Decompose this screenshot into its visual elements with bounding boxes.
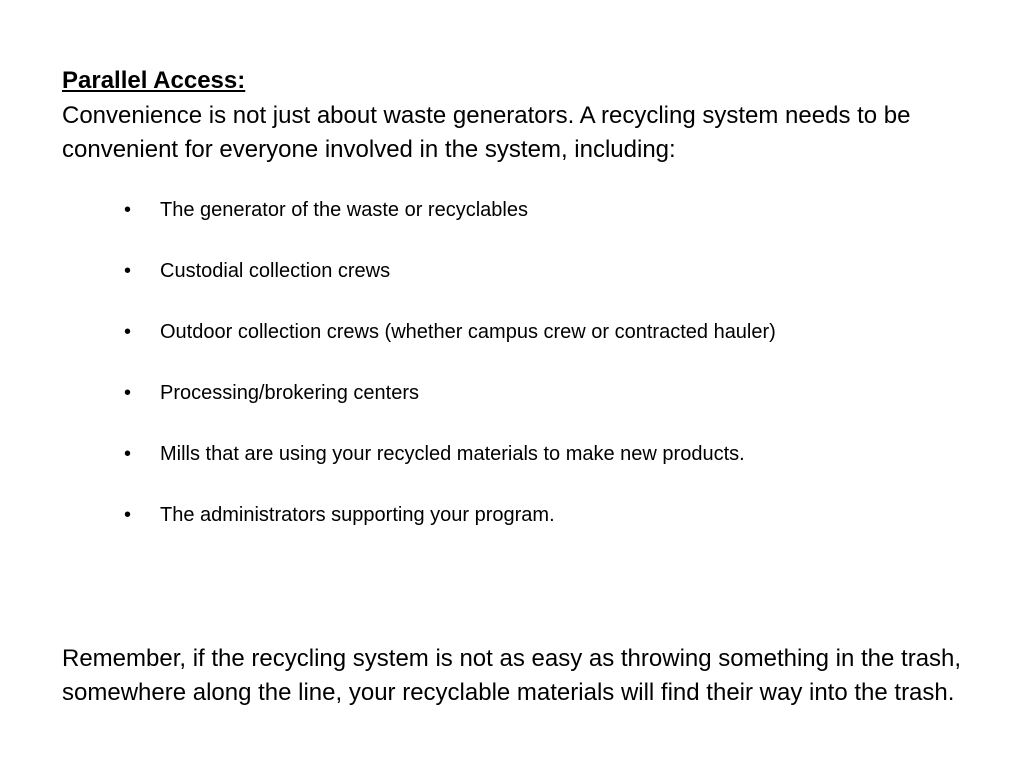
- bullet-list: [0, 198, 1024, 564]
- list-item: [0, 503, 870, 527]
- list-item-text: The administrators supporting your program.: [160, 504, 555, 526]
- bullet-icon: •: [124, 260, 132, 282]
- list-item: [0, 259, 870, 283]
- closing-paragraph: Remember, if the recycling system is not as easy as throwing something in the trash, somewhere along the line, your recyclable materials will find their way into the trash.: [62, 645, 962, 706]
- bullet-icon: •: [124, 443, 132, 465]
- list-item-text: Custodial collection crews: [160, 260, 391, 282]
- bullet-icon: •: [124, 504, 132, 526]
- bullet-icon: •: [124, 199, 132, 221]
- list-item: [0, 381, 870, 405]
- list-item: [0, 198, 870, 222]
- bullet-icon: •: [124, 321, 132, 343]
- list-item-text: Mills that are using your recycled materials to make new products.: [160, 443, 745, 465]
- list-item: [0, 320, 870, 344]
- list-item: [0, 442, 870, 466]
- list-item-text: The generator of the waste or recyclables: [160, 199, 528, 221]
- list-item-text: Outdoor collection crews (whether campus crew or contracted hauler): [160, 321, 776, 343]
- bullet-icon: •: [124, 382, 132, 404]
- slide-heading: Parallel Access:: [62, 67, 246, 94]
- intro-paragraph: Convenience is not just about waste generators. A recycling system needs to be convenient for everyone involved in the system, including:: [62, 102, 911, 163]
- list-item-text: Processing/brokering centers: [160, 382, 420, 404]
